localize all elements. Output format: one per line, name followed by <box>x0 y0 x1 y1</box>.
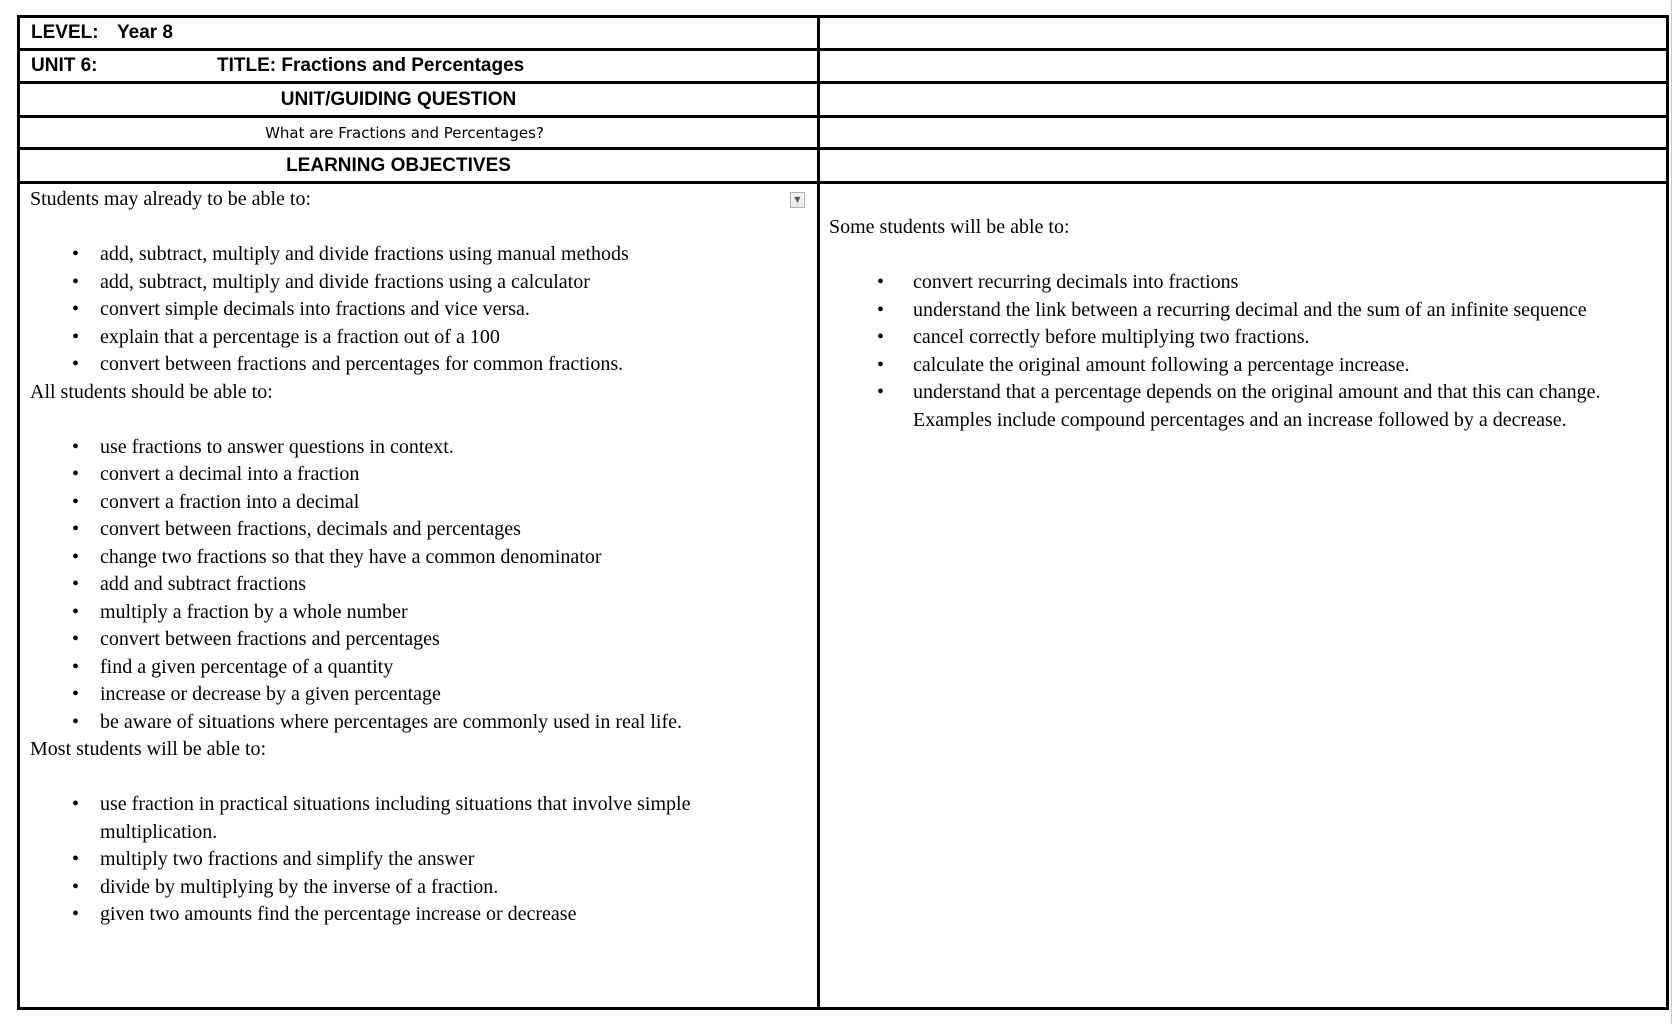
bullet-icon: • <box>72 243 80 265</box>
objective-text: convert between fractions, decimals and percentages <box>100 518 521 540</box>
bullet-icon: • <box>72 490 80 513</box>
objective-item <box>72 709 817 737</box>
bullet-icon: • <box>72 683 80 705</box>
objective-item <box>877 297 1666 325</box>
bullet-icon: • <box>72 600 80 623</box>
guiding-question-heading-empty-cell <box>820 84 1666 118</box>
bullet-icon: • <box>72 875 80 898</box>
bullet-icon: • <box>72 325 80 348</box>
unit-label: UNIT 6: <box>31 55 98 76</box>
level-row-empty-cell <box>820 18 1666 51</box>
page-edge-divider <box>1671 0 1672 1024</box>
objective-text: convert simple decimals into fractions and vice versa. <box>100 298 530 320</box>
level-value: Year 8 <box>117 22 173 43</box>
objective-item <box>72 269 817 297</box>
objectives-heading-empty-cell <box>820 150 1666 184</box>
objective-item <box>72 681 817 709</box>
objective-item <box>877 324 1666 352</box>
objective-text: add and subtract fractions <box>100 573 307 595</box>
objective-item <box>877 269 1666 297</box>
objective-item <box>72 901 817 929</box>
objectives-left-content <box>30 186 817 929</box>
objectives-left-cell <box>20 184 820 1007</box>
objective-text: convert between fractions and percentages <box>100 628 440 650</box>
objective-text: use fraction in practical situations including situations that involve simple multiplication. <box>100 793 691 843</box>
objective-text: explain that a percentage is a fraction out of a 100 <box>100 325 500 348</box>
objective-item <box>72 241 817 269</box>
bullet-icon: • <box>72 710 80 733</box>
objectives-list <box>30 791 817 929</box>
bullet-icon: • <box>877 381 885 403</box>
objectives-list <box>829 269 1666 434</box>
objective-text: multiply a fraction by a whole number <box>100 600 408 623</box>
objective-text: add, subtract, multiply and divide fractions using manual methods <box>100 243 629 265</box>
objective-item <box>877 352 1666 380</box>
bullet-icon: • <box>877 326 885 348</box>
objectives-heading-cell <box>20 150 820 184</box>
bullet-icon: • <box>72 463 80 485</box>
level-row-cell <box>20 18 820 51</box>
objective-item <box>72 461 817 489</box>
unit-row-cell <box>20 51 820 84</box>
objective-item <box>72 351 817 379</box>
objective-text: find a given percentage of a quantity <box>100 655 394 678</box>
objective-text: add, subtract, multiply and divide fractions using a calculator <box>100 270 590 293</box>
objective-text: convert a decimal into a fraction <box>100 463 360 485</box>
objective-item <box>877 379 1666 434</box>
dropdown-arrow-button[interactable] <box>790 192 805 208</box>
guiding-question-text: What are Fractions and Percentages? <box>265 123 544 142</box>
objective-text: understand that a percentage depends on the original amount and that this can change. Examples include compound percentages and an increase followed by a decrease. <box>913 381 1601 431</box>
objective-item <box>72 544 817 572</box>
section-heading: Most students will be able to: <box>30 738 267 760</box>
objective-text: given two amounts find the percentage increase or decrease <box>100 903 577 925</box>
bullet-icon: • <box>72 270 80 293</box>
curriculum-table <box>17 15 1669 1010</box>
guiding-question-empty-cell <box>820 118 1666 150</box>
level-label: LEVEL: <box>31 22 99 43</box>
objective-text: convert recurring decimals into fractions <box>913 271 1239 293</box>
bullet-icon: • <box>72 793 80 815</box>
objective-text: change two fractions so that they have a common denominator <box>100 545 602 568</box>
bullet-icon: • <box>72 655 80 678</box>
bullet-icon: • <box>72 545 80 568</box>
objective-item <box>72 571 817 599</box>
objective-item <box>72 434 817 462</box>
unit-title: TITLE: Fractions and Percentages <box>217 55 525 76</box>
objectives-list <box>30 241 817 379</box>
objectives-list <box>30 434 817 737</box>
objective-text: convert between fractions and percentages for common fractions. <box>100 353 624 375</box>
bullet-icon: • <box>877 271 885 293</box>
objective-text: convert a fraction into a decimal <box>100 490 360 513</box>
bullet-icon: • <box>72 353 80 375</box>
objective-text: divide by multiplying by the inverse of a fraction. <box>100 875 499 898</box>
objective-item <box>72 489 817 517</box>
unit-row-empty-cell <box>820 51 1666 84</box>
objectives-right-cell <box>820 184 1666 1007</box>
bullet-icon: • <box>72 298 80 320</box>
objective-text: be aware of situations where percentages are commonly used in real life. <box>100 710 682 733</box>
objective-text: multiply two fractions and simplify the answer <box>100 848 475 870</box>
guiding-question-cell <box>20 118 820 150</box>
objectives-heading: LEARNING OBJECTIVES <box>286 154 511 176</box>
objective-text: use fractions to answer questions in context. <box>100 435 454 458</box>
section-heading: All students should be able to: <box>30 380 273 403</box>
bullet-icon: • <box>72 518 80 540</box>
objective-item <box>72 324 817 352</box>
section-heading: Students may already to be able to: <box>30 188 312 210</box>
objective-item <box>72 516 817 544</box>
bullet-icon: • <box>72 903 80 925</box>
bullet-icon: • <box>72 848 80 870</box>
objective-text: understand the link between a recurring decimal and the sum of an infinite sequence <box>913 298 1587 321</box>
section-heading: Some students will be able to: <box>829 216 1070 238</box>
objective-item <box>72 874 817 902</box>
objective-item <box>72 599 817 627</box>
objective-item <box>72 846 817 874</box>
guiding-question-heading: UNIT/GUIDING QUESTION <box>280 88 517 110</box>
objective-text: calculate the original amount following a percentage increase. <box>913 353 1410 376</box>
objectives-right-content <box>829 214 1666 434</box>
bullet-icon: • <box>877 298 885 321</box>
dropdown-arrow-icon: ▼ <box>794 195 801 204</box>
objective-item <box>72 296 817 324</box>
objective-text: increase or decrease by a given percentage <box>100 683 441 705</box>
guiding-question-heading-cell <box>20 84 820 118</box>
bullet-icon: • <box>877 353 885 376</box>
objective-item <box>72 791 817 846</box>
bullet-icon: • <box>72 628 80 650</box>
objective-item <box>72 654 817 682</box>
objective-item <box>72 626 817 654</box>
objective-text: cancel correctly before multiplying two fractions. <box>913 326 1310 348</box>
bullet-icon: • <box>72 435 80 458</box>
bullet-icon: • <box>72 573 80 595</box>
